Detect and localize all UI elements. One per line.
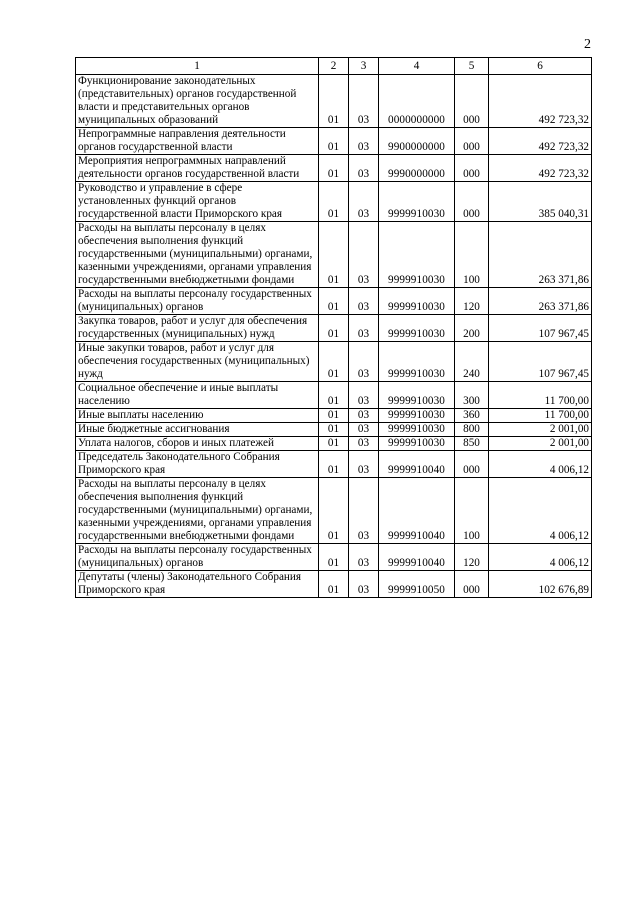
row-article-cell: 9999910050 bbox=[379, 571, 455, 598]
row-article-cell: 9999910030 bbox=[379, 342, 455, 382]
row-article-cell: 9999910030 bbox=[379, 288, 455, 315]
row-expense-type-cell: 120 bbox=[455, 544, 489, 571]
row-expense-type-cell: 200 bbox=[455, 315, 489, 342]
row-expense-type-cell: 000 bbox=[455, 451, 489, 478]
row-expense-type-cell: 850 bbox=[455, 437, 489, 451]
row-article-cell: 9999910030 bbox=[379, 382, 455, 409]
row-amount-cell: 107 967,45 bbox=[489, 315, 592, 342]
row-article-cell: 9990000000 bbox=[379, 155, 455, 182]
column-header-subsection: 3 bbox=[349, 58, 379, 75]
row-amount-cell: 2 001,00 bbox=[489, 437, 592, 451]
column-header-name: 1 bbox=[76, 58, 319, 75]
row-section-cell: 01 bbox=[319, 222, 349, 288]
row-subsection-cell: 03 bbox=[349, 478, 379, 544]
row-expense-type-cell: 360 bbox=[455, 409, 489, 423]
row-article-cell: 9999910040 bbox=[379, 478, 455, 544]
row-amount-cell: 492 723,32 bbox=[489, 75, 592, 128]
row-amount-cell: 2 001,00 bbox=[489, 423, 592, 437]
row-name-cell: Иные выплаты населению bbox=[76, 409, 319, 423]
table-row bbox=[76, 222, 592, 288]
row-section-cell: 01 bbox=[319, 288, 349, 315]
row-subsection-cell: 03 bbox=[349, 423, 379, 437]
row-name-cell: Закупка товаров, работ и услуг для обеспечения государственных (муниципальных) нужд bbox=[76, 315, 319, 342]
row-subsection-cell: 03 bbox=[349, 182, 379, 222]
row-article-cell: 9999910030 bbox=[379, 437, 455, 451]
row-expense-type-cell: 120 bbox=[455, 288, 489, 315]
row-amount-cell: 492 723,32 bbox=[489, 155, 592, 182]
table-row bbox=[76, 451, 592, 478]
row-name-cell: Расходы на выплаты персоналу государственных (муниципальных) органов bbox=[76, 544, 319, 571]
row-section-cell: 01 bbox=[319, 423, 349, 437]
row-subsection-cell: 03 bbox=[349, 315, 379, 342]
row-article-cell: 9999910030 bbox=[379, 409, 455, 423]
row-article-cell: 9999910030 bbox=[379, 315, 455, 342]
row-amount-cell: 263 371,86 bbox=[489, 222, 592, 288]
row-section-cell: 01 bbox=[319, 409, 349, 423]
budget-table bbox=[75, 57, 592, 598]
table-row bbox=[76, 288, 592, 315]
row-expense-type-cell: 000 bbox=[455, 182, 489, 222]
row-section-cell: 01 bbox=[319, 315, 349, 342]
row-amount-cell: 11 700,00 bbox=[489, 409, 592, 423]
row-name-cell: Функционирование законодательных (представительных) органов государственной власти и представительных органов муниципальных образований bbox=[76, 75, 319, 128]
table-body bbox=[76, 75, 592, 598]
row-subsection-cell: 03 bbox=[349, 155, 379, 182]
row-article-cell: 9999910040 bbox=[379, 451, 455, 478]
row-section-cell: 01 bbox=[319, 128, 349, 155]
table-row bbox=[76, 409, 592, 423]
row-section-cell: 01 bbox=[319, 155, 349, 182]
page-number: 2 bbox=[584, 37, 591, 52]
column-header-expense-type: 5 bbox=[455, 58, 489, 75]
row-name-cell: Уплата налогов, сборов и иных платежей bbox=[76, 437, 319, 451]
row-name-cell: Социальное обеспечение и иные выплаты населению bbox=[76, 382, 319, 409]
row-expense-type-cell: 000 bbox=[455, 75, 489, 128]
row-expense-type-cell: 240 bbox=[455, 342, 489, 382]
table-row bbox=[76, 544, 592, 571]
row-name-cell: Иные закупки товаров, работ и услуг для обеспечения государственных (муниципальных) нужд bbox=[76, 342, 319, 382]
row-name-cell: Мероприятия непрограммных направлений деятельности органов государственной власти bbox=[76, 155, 319, 182]
row-expense-type-cell: 100 bbox=[455, 222, 489, 288]
row-section-cell: 01 bbox=[319, 437, 349, 451]
row-expense-type-cell: 800 bbox=[455, 423, 489, 437]
row-subsection-cell: 03 bbox=[349, 409, 379, 423]
table-row bbox=[76, 342, 592, 382]
row-subsection-cell: 03 bbox=[349, 451, 379, 478]
row-amount-cell: 4 006,12 bbox=[489, 451, 592, 478]
row-subsection-cell: 03 bbox=[349, 544, 379, 571]
row-name-cell: Расходы на выплаты персоналу в целях обеспечения выполнения функций государственными (муниципальными) органами, казенными учреждениями, органами управления государственными внебюджетными фондами bbox=[76, 222, 319, 288]
column-header-article: 4 bbox=[379, 58, 455, 75]
row-subsection-cell: 03 bbox=[349, 75, 379, 128]
row-name-cell: Руководство и управление в сфере установленных функций органов государственной власти Приморского края bbox=[76, 182, 319, 222]
row-amount-cell: 102 676,89 bbox=[489, 571, 592, 598]
row-name-cell: Расходы на выплаты персоналу государственных (муниципальных) органов bbox=[76, 288, 319, 315]
table-row bbox=[76, 75, 592, 128]
row-article-cell: 9999910030 bbox=[379, 222, 455, 288]
table-row bbox=[76, 128, 592, 155]
row-name-cell: Председатель Законодательного Собрания Приморского края bbox=[76, 451, 319, 478]
row-subsection-cell: 03 bbox=[349, 222, 379, 288]
row-amount-cell: 4 006,12 bbox=[489, 478, 592, 544]
row-amount-cell: 492 723,32 bbox=[489, 128, 592, 155]
column-header-amount: 6 bbox=[489, 58, 592, 75]
row-expense-type-cell: 000 bbox=[455, 571, 489, 598]
row-article-cell: 0000000000 bbox=[379, 75, 455, 128]
table-row bbox=[76, 571, 592, 598]
table-row bbox=[76, 478, 592, 544]
table-row bbox=[76, 423, 592, 437]
table-row bbox=[76, 182, 592, 222]
row-section-cell: 01 bbox=[319, 451, 349, 478]
row-section-cell: 01 bbox=[319, 571, 349, 598]
row-name-cell: Непрограммные направления деятельности органов государственной власти bbox=[76, 128, 319, 155]
row-article-cell: 9999910040 bbox=[379, 544, 455, 571]
row-name-cell: Иные бюджетные ассигнования bbox=[76, 423, 319, 437]
row-amount-cell: 263 371,86 bbox=[489, 288, 592, 315]
row-article-cell: 9999910030 bbox=[379, 182, 455, 222]
column-header-section: 2 bbox=[319, 58, 349, 75]
row-name-cell: Депутаты (члены) Законодательного Собрания Приморского края bbox=[76, 571, 319, 598]
row-amount-cell: 107 967,45 bbox=[489, 342, 592, 382]
row-expense-type-cell: 100 bbox=[455, 478, 489, 544]
row-section-cell: 01 bbox=[319, 342, 349, 382]
row-subsection-cell: 03 bbox=[349, 342, 379, 382]
row-section-cell: 01 bbox=[319, 382, 349, 409]
row-subsection-cell: 03 bbox=[349, 382, 379, 409]
row-expense-type-cell: 000 bbox=[455, 128, 489, 155]
row-subsection-cell: 03 bbox=[349, 128, 379, 155]
row-article-cell: 9900000000 bbox=[379, 128, 455, 155]
row-section-cell: 01 bbox=[319, 75, 349, 128]
table-row bbox=[76, 315, 592, 342]
table-row bbox=[76, 382, 592, 409]
row-subsection-cell: 03 bbox=[349, 437, 379, 451]
row-expense-type-cell: 000 bbox=[455, 155, 489, 182]
row-amount-cell: 4 006,12 bbox=[489, 544, 592, 571]
row-section-cell: 01 bbox=[319, 544, 349, 571]
table-row bbox=[76, 155, 592, 182]
table-row bbox=[76, 437, 592, 451]
row-name-cell: Расходы на выплаты персоналу в целях обеспечения выполнения функций государственными (муниципальными) органами, казенными учреждениями, органами управления государственными внебюджетными фондами bbox=[76, 478, 319, 544]
row-amount-cell: 385 040,31 bbox=[489, 182, 592, 222]
row-amount-cell: 11 700,00 bbox=[489, 382, 592, 409]
row-article-cell: 9999910030 bbox=[379, 423, 455, 437]
row-subsection-cell: 03 bbox=[349, 288, 379, 315]
row-section-cell: 01 bbox=[319, 478, 349, 544]
row-subsection-cell: 03 bbox=[349, 571, 379, 598]
table-header-row bbox=[76, 58, 592, 75]
row-section-cell: 01 bbox=[319, 182, 349, 222]
row-expense-type-cell: 300 bbox=[455, 382, 489, 409]
